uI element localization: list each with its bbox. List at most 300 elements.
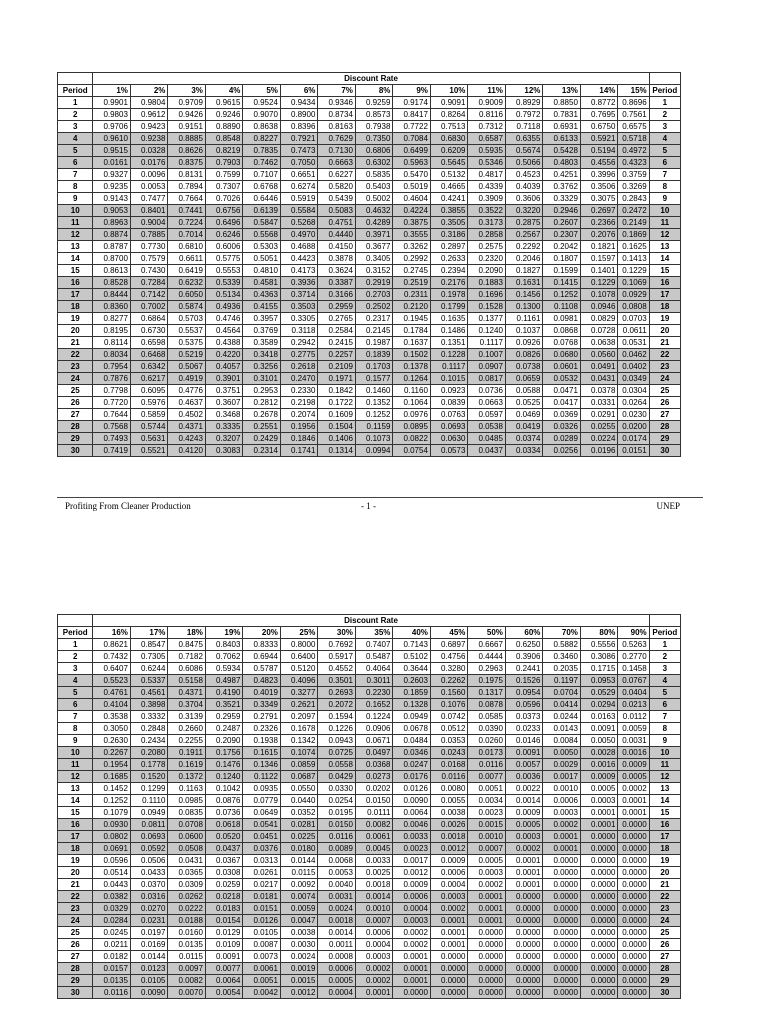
factor-cell: 0.0082: [355, 819, 393, 831]
factor-cell: 0.0040: [318, 879, 356, 891]
factor-cell: 0.6598: [130, 337, 168, 349]
factor-cell: 0.9174: [393, 97, 431, 109]
factor-cell: 0.3878: [318, 253, 356, 265]
factor-cell: 0.0091: [580, 723, 618, 735]
factor-cell: 0.0985: [168, 795, 206, 807]
factor-cell: 0.2074: [280, 409, 318, 421]
factor-cell: 0.0089: [318, 843, 356, 855]
factor-cell: 0.9235: [93, 181, 131, 193]
factor-cell: 0.0514: [93, 867, 131, 879]
period-cell: 28: [649, 421, 680, 433]
factor-cell: 0.0935: [243, 783, 281, 795]
factor-cell: 0.0270: [130, 903, 168, 915]
factor-cell: 0.0313: [243, 855, 281, 867]
factor-cell: 0.0054: [205, 987, 243, 999]
factor-cell: 0.0002: [618, 783, 649, 795]
factor-cell: 0.0693: [430, 421, 468, 433]
period-cell: 10: [58, 747, 93, 759]
factor-cell: 0.0006: [393, 891, 431, 903]
factor-cell: 0.5523: [93, 675, 131, 687]
factor-cell: 0.1954: [93, 759, 131, 771]
factor-cell: 0.0618: [205, 819, 243, 831]
factor-cell: 0.0087: [243, 939, 281, 951]
factor-cell: 0.2076: [580, 229, 618, 241]
factor-cell: 0.7876: [93, 373, 131, 385]
factor-cell: 0.4096: [280, 675, 318, 687]
factor-cell: 0.4243: [168, 433, 206, 445]
factor-cell: 0.0981: [543, 313, 581, 325]
factor-cell: 0.2080: [130, 747, 168, 759]
factor-cell: 0.1696: [468, 289, 506, 301]
period-cell: 25: [58, 927, 93, 939]
factor-cell: 0.0414: [543, 699, 581, 711]
factor-cell: 0.3855: [430, 205, 468, 217]
factor-cell: 0.0135: [168, 939, 206, 951]
factor-cell: 0.2145: [355, 325, 393, 337]
rate-header: 2%: [130, 85, 168, 97]
period-cell: 27: [58, 951, 93, 963]
factor-cell: 0.0001: [393, 975, 431, 987]
period-cell: 19: [649, 855, 680, 867]
factor-cell: 0.0150: [318, 819, 356, 831]
factor-cell: 0.0560: [580, 349, 618, 361]
factor-cell: 0.0168: [430, 759, 468, 771]
factor-cell: 0.0839: [430, 397, 468, 409]
factor-cell: 0.4120: [168, 445, 206, 457]
factor-cell: 0.0006: [318, 963, 356, 975]
period-cell: 17: [649, 289, 680, 301]
factor-cell: 0.0508: [168, 843, 206, 855]
factor-cell: 0.0678: [393, 723, 431, 735]
factor-cell: 0.0907: [468, 361, 506, 373]
factor-cell: 0.0000: [543, 975, 581, 987]
period-cell: 13: [649, 241, 680, 253]
factor-cell: 0.3906: [505, 651, 543, 663]
factor-cell: 0.8000: [280, 639, 318, 651]
factor-cell: 0.9151: [168, 121, 206, 133]
table-row: [58, 169, 681, 181]
factor-cell: 0.0002: [505, 843, 543, 855]
factor-cell: 0.0000: [468, 939, 506, 951]
rate-header: 17%: [130, 627, 168, 639]
factor-cell: 0.5553: [205, 265, 243, 277]
factor-cell: 0.0211: [93, 939, 131, 951]
factor-cell: 0.1458: [618, 663, 649, 675]
factor-cell: 0.0042: [243, 987, 281, 999]
factor-cell: 0.3909: [468, 193, 506, 205]
table-row: [58, 639, 681, 651]
period-cell: 24: [58, 915, 93, 927]
factor-cell: 0.9423: [130, 121, 168, 133]
factor-cell: 0.0244: [543, 711, 581, 723]
factor-cell: 0.8444: [93, 289, 131, 301]
factor-cell: 0.0506: [130, 855, 168, 867]
table-row: [58, 121, 681, 133]
period-cell: 14: [58, 795, 93, 807]
period-cell: 25: [649, 927, 680, 939]
factor-cell: 0.6227: [318, 169, 356, 181]
factor-cell: 0.1452: [93, 783, 131, 795]
factor-cell: 0.0469: [505, 409, 543, 421]
factor-cell: 0.8163: [318, 121, 356, 133]
table-row: [58, 337, 681, 349]
factor-cell: 0.0402: [618, 361, 649, 373]
factor-cell: 0.0197: [130, 927, 168, 939]
rate-header: 25%: [280, 627, 318, 639]
factor-cell: 0.8195: [93, 325, 131, 337]
period-header: Period: [58, 85, 93, 97]
table-row: [58, 205, 681, 217]
table-row: [58, 795, 681, 807]
period-cell: 27: [58, 409, 93, 421]
factor-cell: 0.7972: [505, 109, 543, 121]
period-cell: 17: [58, 289, 93, 301]
factor-cell: 0.1264: [393, 373, 431, 385]
factor-cell: 0.6244: [130, 663, 168, 675]
factor-cell: 0.0000: [543, 915, 581, 927]
factor-cell: 0.0005: [505, 819, 543, 831]
factor-cell: 0.2703: [355, 289, 393, 301]
factor-cell: 0.0368: [355, 759, 393, 771]
factor-cell: 0.7026: [205, 193, 243, 205]
factor-cell: 0.1911: [168, 747, 206, 759]
factor-cell: 0.7921: [280, 133, 318, 145]
factor-cell: 0.3644: [393, 663, 431, 675]
factor-cell: 0.1741: [280, 445, 318, 457]
period-cell: 7: [649, 169, 680, 181]
factor-cell: 0.0680: [543, 349, 581, 361]
factor-cell: 0.1631: [505, 277, 543, 289]
factor-cell: 0.2366: [580, 217, 618, 229]
factor-cell: 0.0429: [318, 771, 356, 783]
period-cell: 30: [58, 445, 93, 457]
factor-cell: 0.9901: [93, 97, 131, 109]
factor-cell: 0.1476: [205, 759, 243, 771]
factor-cell: 0.0050: [580, 735, 618, 747]
period-cell: 22: [649, 349, 680, 361]
table-row: [58, 903, 681, 915]
table-row: [58, 807, 681, 819]
table-row: [58, 783, 681, 795]
factor-cell: 0.0291: [580, 409, 618, 421]
period-cell: 12: [58, 771, 93, 783]
period-cell: 23: [649, 361, 680, 373]
factor-cell: 0.0000: [580, 903, 618, 915]
period-cell: 18: [58, 301, 93, 313]
table-row: [58, 963, 681, 975]
factor-cell: 0.0009: [393, 879, 431, 891]
factor-cell: 0.0826: [505, 349, 543, 361]
factor-cell: 0.0000: [393, 987, 431, 999]
factor-cell: 0.4523: [505, 169, 543, 181]
period-cell: 5: [58, 687, 93, 699]
factor-cell: 0.0000: [468, 975, 506, 987]
table-row: [58, 313, 681, 325]
period-cell: 29: [58, 433, 93, 445]
factor-cell: 0.1945: [393, 313, 431, 325]
factor-cell: 0.5470: [393, 169, 431, 181]
factor-cell: 0.0876: [205, 795, 243, 807]
factor-cell: 0.0026: [430, 819, 468, 831]
factor-cell: 0.0538: [468, 421, 506, 433]
factor-cell: 0.1314: [318, 445, 356, 457]
factor-cell: 0.6250: [505, 639, 543, 651]
factor-cell: 0.7831: [543, 109, 581, 121]
table-row: [58, 819, 681, 831]
factor-cell: 0.2149: [618, 217, 649, 229]
factor-cell: 0.0443: [93, 879, 131, 891]
period-cell: 6: [58, 157, 93, 169]
factor-cell: 0.4776: [168, 385, 206, 397]
factor-cell: 0.5219: [168, 349, 206, 361]
factor-cell: 0.0000: [543, 987, 581, 999]
factor-cell: 0.0829: [580, 313, 618, 325]
factor-cell: 0.0497: [355, 747, 393, 759]
table-row: [58, 445, 681, 457]
factor-cell: 0.3387: [318, 277, 356, 289]
factor-cell: 0.3118: [280, 325, 318, 337]
period-cell: 24: [649, 915, 680, 927]
factor-cell: 0.0382: [93, 891, 131, 903]
factor-cell: 0.3349: [243, 699, 281, 711]
table-row: [58, 831, 681, 843]
factor-cell: 0.0451: [243, 831, 281, 843]
factor-cell: 0.0016: [580, 759, 618, 771]
factor-cell: 0.1599: [543, 265, 581, 277]
factor-cell: 0.0031: [318, 891, 356, 903]
table-title: Discount Rate: [93, 73, 649, 85]
factor-cell: 0.0000: [618, 951, 649, 963]
factor-cell: 0.0000: [580, 867, 618, 879]
table-row: [58, 843, 681, 855]
factor-cell: 0.0000: [618, 831, 649, 843]
factor-cell: 0.4817: [468, 169, 506, 181]
factor-cell: 0.3269: [618, 181, 649, 193]
table-row: [58, 157, 681, 169]
factor-cell: 0.1528: [468, 301, 506, 313]
factor-cell: 0.2434: [130, 735, 168, 747]
factor-cell: 0.0144: [280, 855, 318, 867]
factor-cell: 0.0217: [243, 879, 281, 891]
factor-cell: 0.2470: [280, 373, 318, 385]
table-row: [58, 711, 681, 723]
factor-cell: 0.0001: [468, 891, 506, 903]
factor-cell: 0.1938: [243, 735, 281, 747]
factor-cell: 0.1252: [543, 289, 581, 301]
factor-cell: 0.2567: [505, 229, 543, 241]
factor-cell: 0.0264: [618, 397, 649, 409]
factor-cell: 0.5134: [205, 289, 243, 301]
factor-cell: 0.2326: [243, 723, 281, 735]
factor-cell: 0.7350: [355, 133, 393, 145]
period-cell: 1: [58, 639, 93, 651]
factor-cell: 0.0188: [168, 915, 206, 927]
period-cell: 12: [58, 229, 93, 241]
factor-cell: 0.0708: [168, 819, 206, 831]
factor-cell: 0.0077: [468, 771, 506, 783]
factor-cell: 0.0373: [505, 711, 543, 723]
factor-cell: 0.1971: [318, 373, 356, 385]
factor-cell: 0.0811: [130, 819, 168, 831]
period-cell: 15: [58, 807, 93, 819]
table-row: [58, 361, 681, 373]
factor-cell: 0.0671: [355, 735, 393, 747]
factor-cell: 0.0053: [130, 181, 168, 193]
rate-header: 70%: [543, 627, 581, 639]
factor-cell: 0.1685: [93, 771, 131, 783]
factor-cell: 0.0010: [543, 783, 581, 795]
table-row: [58, 145, 681, 157]
factor-cell: 0.0144: [130, 951, 168, 963]
factor-cell: 0.0000: [430, 987, 468, 999]
factor-cell: 0.5847: [243, 217, 281, 229]
factor-cell: 0.0374: [505, 433, 543, 445]
factor-cell: 0.0002: [468, 879, 506, 891]
factor-cell: 0.2678: [243, 409, 281, 421]
factor-cell: 0.4423: [280, 253, 318, 265]
table-row: [58, 277, 681, 289]
factor-cell: 0.9053: [93, 205, 131, 217]
factor-cell: 0.0725: [318, 747, 356, 759]
factor-cell: 0.2472: [618, 205, 649, 217]
factor-cell: 0.4564: [205, 325, 243, 337]
factor-cell: 0.4751: [318, 217, 356, 229]
factor-cell: 0.0015: [280, 975, 318, 987]
factor-cell: 0.2791: [243, 711, 281, 723]
period-cell: 7: [58, 169, 93, 181]
factor-cell: 0.0000: [543, 867, 581, 879]
factor-cell: 0.7142: [130, 289, 168, 301]
corner-cell: [649, 615, 680, 627]
factor-cell: 0.0284: [93, 915, 131, 927]
rate-header: 9%: [393, 85, 431, 97]
factor-cell: 0.7062: [205, 651, 243, 663]
factor-cell: 0.0018: [430, 831, 468, 843]
corner-cell: [649, 73, 680, 85]
rate-header: 50%: [468, 627, 506, 639]
factor-cell: 0.0129: [205, 927, 243, 939]
factor-cell: 0.2502: [355, 301, 393, 313]
factor-cell: 0.0767: [618, 675, 649, 687]
period-cell: 19: [58, 313, 93, 325]
factor-cell: 0.1122: [243, 771, 281, 783]
factor-cell: 0.0600: [168, 831, 206, 843]
factor-cell: 0.0704: [543, 687, 581, 699]
factor-cell: 0.0123: [130, 963, 168, 975]
factor-cell: 0.0349: [618, 373, 649, 385]
factor-cell: 0.9238: [130, 133, 168, 145]
table-row: [58, 229, 681, 241]
factor-cell: 0.0000: [618, 987, 649, 999]
factor-cell: 0.9246: [205, 109, 243, 121]
factor-cell: 0.0728: [580, 325, 618, 337]
factor-cell: 0.0222: [168, 903, 206, 915]
factor-cell: 0.8850: [543, 97, 581, 109]
factor-cell: 0.7002: [130, 301, 168, 313]
factor-cell: 0.4173: [280, 265, 318, 277]
factor-cell: 0.4057: [205, 361, 243, 373]
factor-cell: 0.2429: [243, 433, 281, 445]
factor-cell: 0.0491: [580, 361, 618, 373]
factor-cell: 0.9327: [93, 169, 131, 181]
factor-cell: 0.4761: [93, 687, 131, 699]
factor-cell: 0.0181: [243, 891, 281, 903]
factor-cell: 0.9803: [93, 109, 131, 121]
factor-cell: 0.0763: [430, 409, 468, 421]
factor-cell: 0.1079: [93, 807, 131, 819]
factor-cell: 0.0012: [280, 987, 318, 999]
factor-cell: 0.0254: [318, 795, 356, 807]
factor-cell: 0.0000: [505, 927, 543, 939]
factor-cell: 0.0000: [618, 843, 649, 855]
factor-cell: 0.8696: [618, 97, 649, 109]
factor-cell: 0.0092: [280, 879, 318, 891]
factor-cell: 0.4756: [430, 651, 468, 663]
rate-header: 60%: [505, 627, 543, 639]
factor-cell: 0.0001: [543, 843, 581, 855]
factor-cell: 0.5874: [168, 301, 206, 313]
factor-cell: 0.8700: [93, 253, 131, 265]
factor-cell: 0.1784: [393, 325, 431, 337]
factor-cell: 0.0003: [430, 891, 468, 903]
factor-cell: 0.0161: [93, 157, 131, 169]
factor-cell: 0.0000: [618, 855, 649, 867]
factor-cell: 0.6864: [130, 313, 168, 325]
factor-cell: 0.3607: [205, 397, 243, 409]
factor-cell: 0.8219: [205, 145, 243, 157]
rate-header: 11%: [468, 85, 506, 97]
factor-cell: 0.7441: [168, 205, 206, 217]
factor-cell: 0.4502: [168, 409, 206, 421]
factor-cell: 0.0030: [280, 939, 318, 951]
factor-cell: 0.7938: [355, 121, 393, 133]
factor-cell: 0.0259: [205, 879, 243, 891]
factor-cell: 0.0000: [505, 951, 543, 963]
period-cell: 20: [58, 325, 93, 337]
factor-cell: 0.6810: [168, 241, 206, 253]
factor-cell: 0.7599: [205, 169, 243, 181]
factor-cell: 0.5346: [468, 157, 506, 169]
factor-cell: 0.0000: [618, 891, 649, 903]
factor-cell: 0.0638: [580, 337, 618, 349]
factor-cell: 0.0014: [505, 795, 543, 807]
table-row: [58, 879, 681, 891]
factor-cell: 0.1413: [618, 253, 649, 265]
table-row: [58, 97, 681, 109]
factor-cell: 0.6897: [430, 639, 468, 651]
factor-cell: 0.0485: [468, 433, 506, 445]
factor-cell: 0.0308: [205, 867, 243, 879]
factor-cell: 0.4972: [618, 145, 649, 157]
factor-cell: 0.2035: [543, 663, 581, 675]
factor-cell: 0.4019: [243, 687, 281, 699]
factor-cell: 0.1042: [205, 783, 243, 795]
factor-cell: 0.7014: [168, 229, 206, 241]
factor-cell: 0.4363: [243, 289, 281, 301]
factor-cell: 0.0024: [280, 951, 318, 963]
factor-cell: 0.3256: [243, 361, 281, 373]
factor-cell: 0.0585: [468, 711, 506, 723]
period-cell: 11: [649, 217, 680, 229]
table-row: [58, 663, 681, 675]
period-cell: 9: [649, 735, 680, 747]
factor-cell: 0.5403: [355, 181, 393, 193]
factor-cell: 0.5439: [318, 193, 356, 205]
factor-cell: 0.4803: [543, 157, 581, 169]
period-cell: 22: [58, 891, 93, 903]
factor-cell: 0.5303: [243, 241, 281, 253]
factor-cell: 0.0976: [393, 409, 431, 421]
